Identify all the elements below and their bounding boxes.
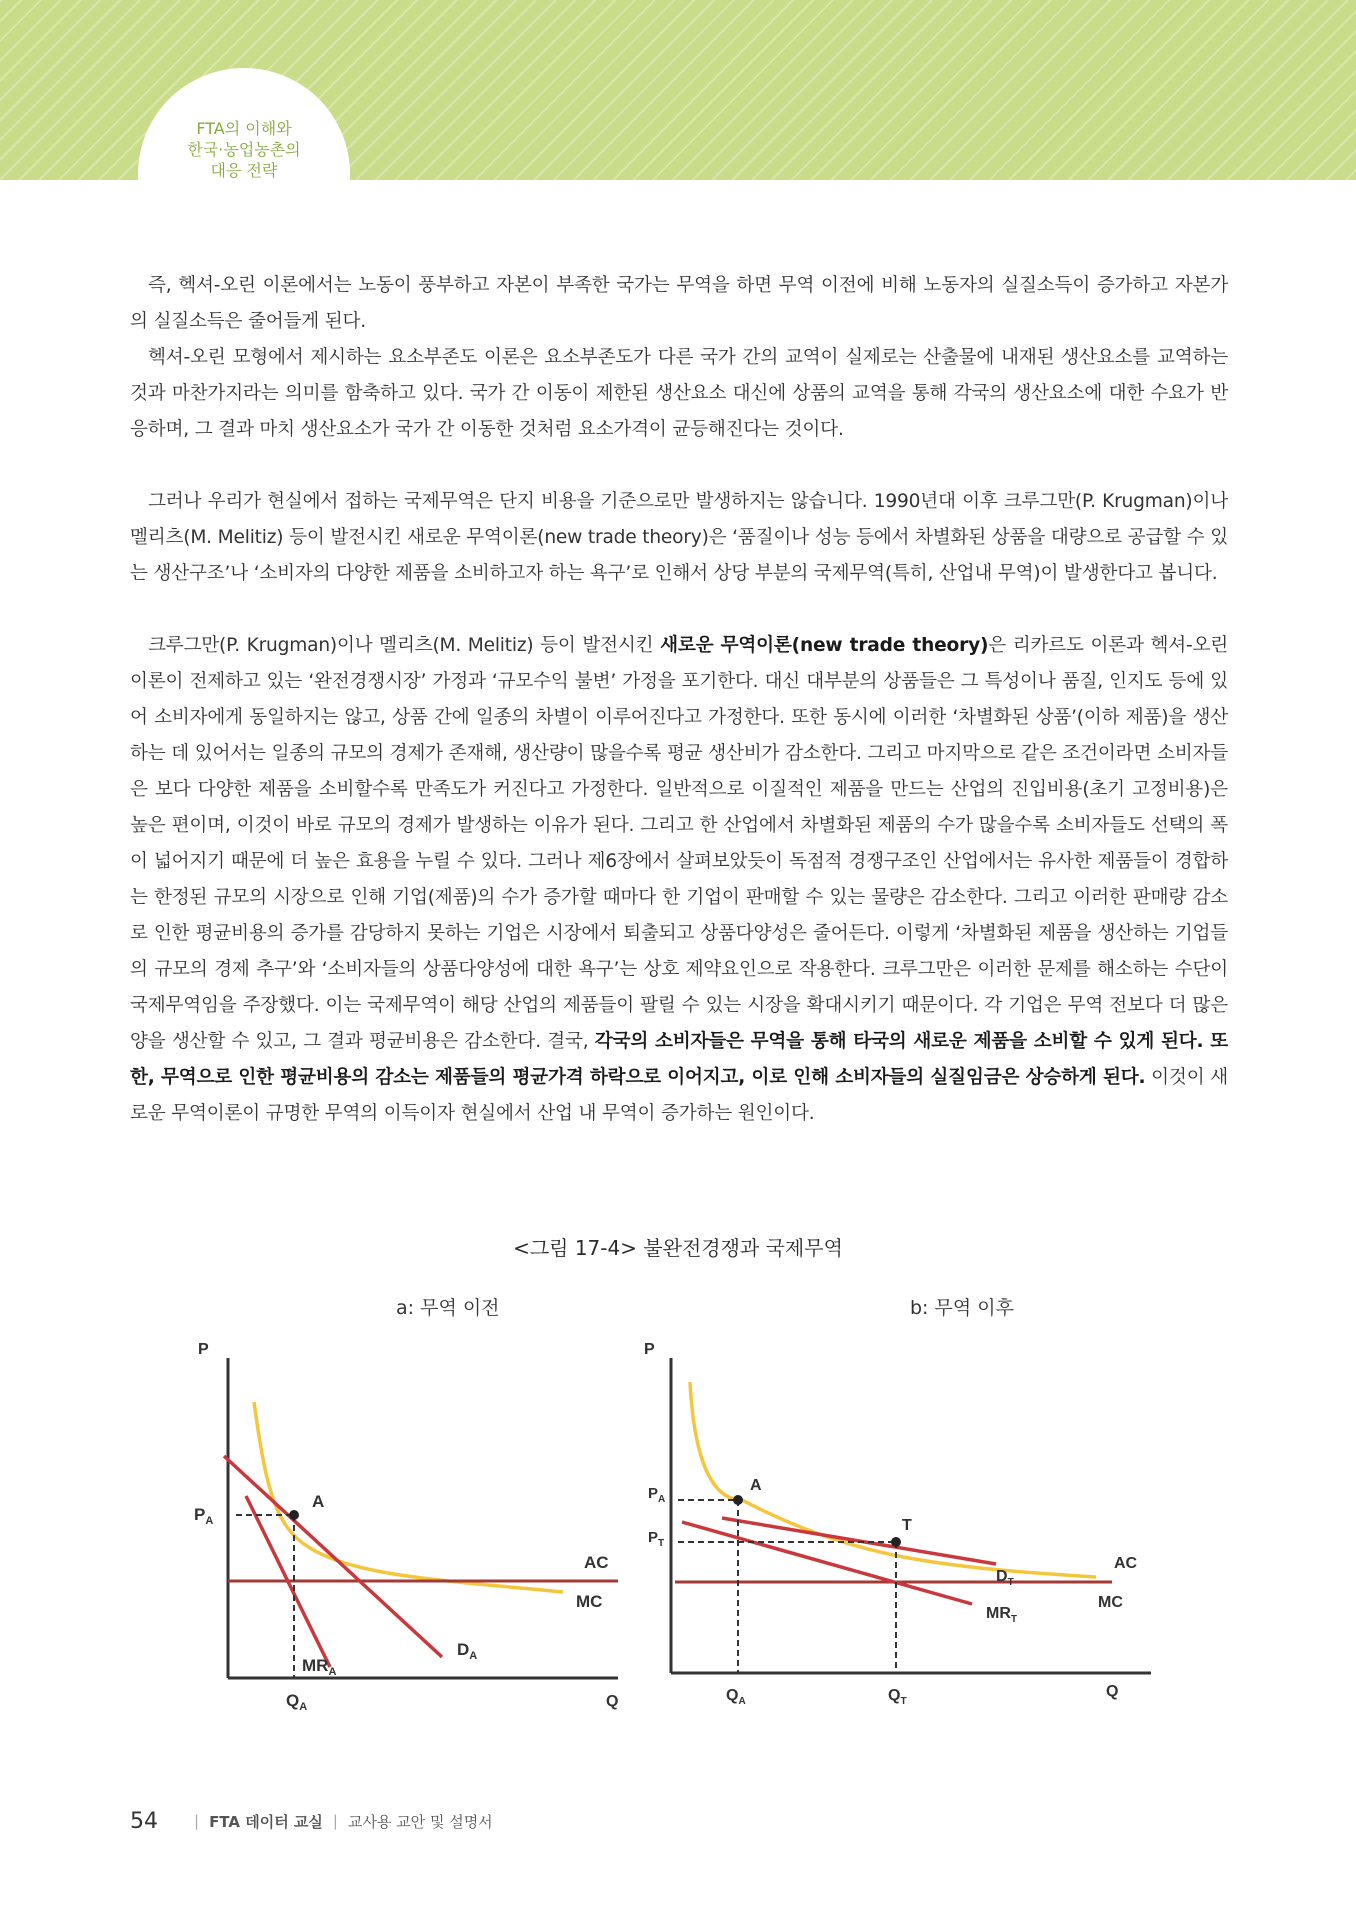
page-footer [130, 1806, 493, 1836]
panel-a-demand-line [224, 1456, 442, 1657]
panel-b-p-label: P [644, 1341, 655, 1358]
footer-book-title: FTA 데이터 교실 [209, 1812, 323, 1831]
paragraph-1: 즉, 헥셔-오린 이론에서는 노동이 풍부하고 자본이 부족한 국가는 무역을 하면 무역 이전에 비해 노동자의 실질소득이 증가하고 자본가의 실질소득은 줄어들게 된다. [130, 275, 1228, 332]
footer-divider-1: | [194, 1812, 200, 1830]
p4-part-c: 은 리카르도 이론과 헥셔-오린 이론이 전제하고 있는 ‘완전경쟁시장’ 가정과 ‘규모수익 불변’ 가정을 포기한다. 대신 대부분의 상품들은 그 특성이나 품질, 인지도 등에 있어 소비자에게 동일하지는 않고, 상품 간에 일종의 차별이 이루어진다고 가정한다. 또한 동시에 이러한 ‘차별화된 상품’(이하 제품)을 생산하는 데 있어서는 일종의 규모의 경제가 존재해, 생산량이 많을수록 평균 생산비가 감소한다. 그리고 마지막으로 같은 조건이라면 소비자들은 보다 다양한 제품을 소비할수록 만족도가 커진다고 가정한다. 일반적으로 이질적인 제품을 만드는 산업의 진입비용(초기 고정비용)은 높은 편이며, 이것이 바로 규모의 경제가 발생하는 이유가 된다. 그리고 한 산업에서 차별화된 제품의 수가 많을수록 소비자들도 선택의 폭이 넓어지기 때문에 더 높은 효용을 누릴 수 있다. 그러나 제6장에서 살펴보았듯이 독점적 경쟁구조인 산업에서는 유사한 제품들이 경합하는 한정된 규모의 시장으로 인해 기업(제품)의 수가 증가할 때마다 한 기업이 판매할 수 있는 물량은 감소한다. 그리고 이러한 판매량 감소로 인한 평균비용의 증가를 감당하지 못하는 기업은 시장에서 퇴출되고 상품다양성은 줄어든다. 이렇게 ‘차별화된 제품을 생산하는 기업들의 규모의 경제 추구’와 ‘소비자들의 상품다양성에 대한 욕구’는 상호 제약요인으로 작용한다. 크루그만은 이러한 문제를 해소하는 수단이 국제무역임을 주장했다. 이는 국제무역이 해당 산업의 제품들이 팔릴 수 있는 시장을 확대시키기 때문이다. 각 기업은 무역 전보다 더 많은 양을 생산할 수 있고, 그 결과 평균비용은 감소한다. 결국, [130, 635, 1228, 1052]
panel-a-label: a: 무역 이전 [396, 1297, 500, 1319]
panel-a-ac-label: AC [584, 1553, 609, 1572]
paragraph-2: 헥셔-오린 모형에서 제시하는 요소부존도 이론은 요소부존도가 다른 국가 간의 교역이 실제로는 산출물에 내재된 생산요소를 교역하는 것과 마찬가지라는 의미를 함축하고 있다. 국가 간 이동이 제한된 생산요소 대신에 상품의 교역을 통해 각국의 생산요소에 대한 수요가 반응하며, 그 결과 마치 생산요소가 국가 간 이동한 것처럼 요소가격이 균등해진다는 것이다. [130, 347, 1228, 440]
badge-line-3: 대응 전략 [210, 161, 278, 180]
page-number: 54 [130, 1808, 158, 1834]
panel-b-ac-label: AC [1114, 1555, 1138, 1572]
panel-a-mr-label: $MR_A$ [302, 1656, 337, 1678]
badge-line-2: 한국·농업농촌의 [187, 140, 301, 159]
panel-a-chart [180, 1330, 640, 1730]
panel-a-mc-label: MC [576, 1592, 603, 1611]
panel-b-chart [630, 1330, 1160, 1730]
panel-a-point-a-label: A [312, 1492, 325, 1511]
panel-b-point-a [733, 1495, 743, 1505]
badge-line-1: FTA의 이해와 [196, 119, 292, 138]
panel-b-mc-label: MC [1098, 1594, 1123, 1611]
panel-b-d-label: $D_T$ [996, 1568, 1014, 1588]
panel-a-qa-label: $Q_A$ [286, 1691, 308, 1713]
panel-b-point-a-label: A [750, 1477, 762, 1494]
panel-a-p-label: P [198, 1341, 209, 1358]
panel-b-qt-label: $Q_T$ [888, 1687, 907, 1707]
panel-b-point-t [891, 1537, 901, 1547]
figure-title: <그림 17-4> 불완전경쟁과 국제무역 [513, 1236, 843, 1260]
panel-b-pt-label: $P_T$ [648, 1529, 665, 1549]
panel-b-q-label: Q [1106, 1683, 1119, 1700]
chapter-badge [138, 68, 350, 280]
p4-part-a: 크루그만(P. Krugman)이나 멜리츠(M. Melitiz) 등이 발전시킨 [148, 635, 661, 656]
panel-a-point-a [289, 1510, 299, 1520]
panel-a-ac-curve [254, 1402, 563, 1592]
footer-subtitle: 교사용 교안 및 설명서 [347, 1812, 493, 1831]
panel-a-d-label: $D_A$ [457, 1640, 478, 1662]
panel-a-q-label: Q [606, 1693, 619, 1710]
panel-b-mr-label: $MR_T$ [986, 1605, 1017, 1625]
paragraph-3: 그러나 우리가 현실에서 접하는 국제무역은 단지 비용을 기준으로만 발생하지는 않습니다. 1990년대 이후 크루그만(P. Krugman)이나 멜리츠(M. Melitiz) 등이 발전시킨 새로운 무역이론(new trade theory)은 ‘품질이나 성능 등에서 차별화된 상품을 대량으로 공급할 수 있는 생산구조’나 ‘소비자의 다양한 제품을 소비하고자 하는 욕구’로 인해서 상당 부분의 국제무역(특히, 산업내 무역)이 발생한다고 봅니다. [130, 491, 1228, 584]
panel-b-point-t-label: T [902, 1517, 912, 1534]
p4-bold-conclusion: 각국의 소비자들은 무역을 통해 타국의 새로운 제품을 소비할 수 있게 된다. 또한, 무역으로 인한 평균비용의 감소는 제품들의 평균가격 하락으로 이어지고, 이로 인해 소비자들의 실질임금은 상승하게 된다. [130, 1031, 1229, 1088]
panel-b-qa-label: $Q_A$ [726, 1687, 746, 1707]
paragraph-4 [130, 628, 1228, 1132]
p4-bold-term: 새로운 무역이론(new trade theory) [660, 635, 989, 656]
panel-a-pa-label: $P_A$ [194, 1505, 214, 1527]
panel-b-pa-label: $P_A$ [648, 1485, 666, 1505]
panel-b-label: b: 무역 이후 [910, 1297, 1014, 1319]
footer-divider-2: | [332, 1812, 338, 1830]
p4-part-e: 이것이 새로운 무역이론이 규명한 무역의 이득이자 현실에서 산업 내 무역이 증가하는 원인이다. [130, 1067, 1229, 1124]
body-text [130, 268, 1228, 1132]
